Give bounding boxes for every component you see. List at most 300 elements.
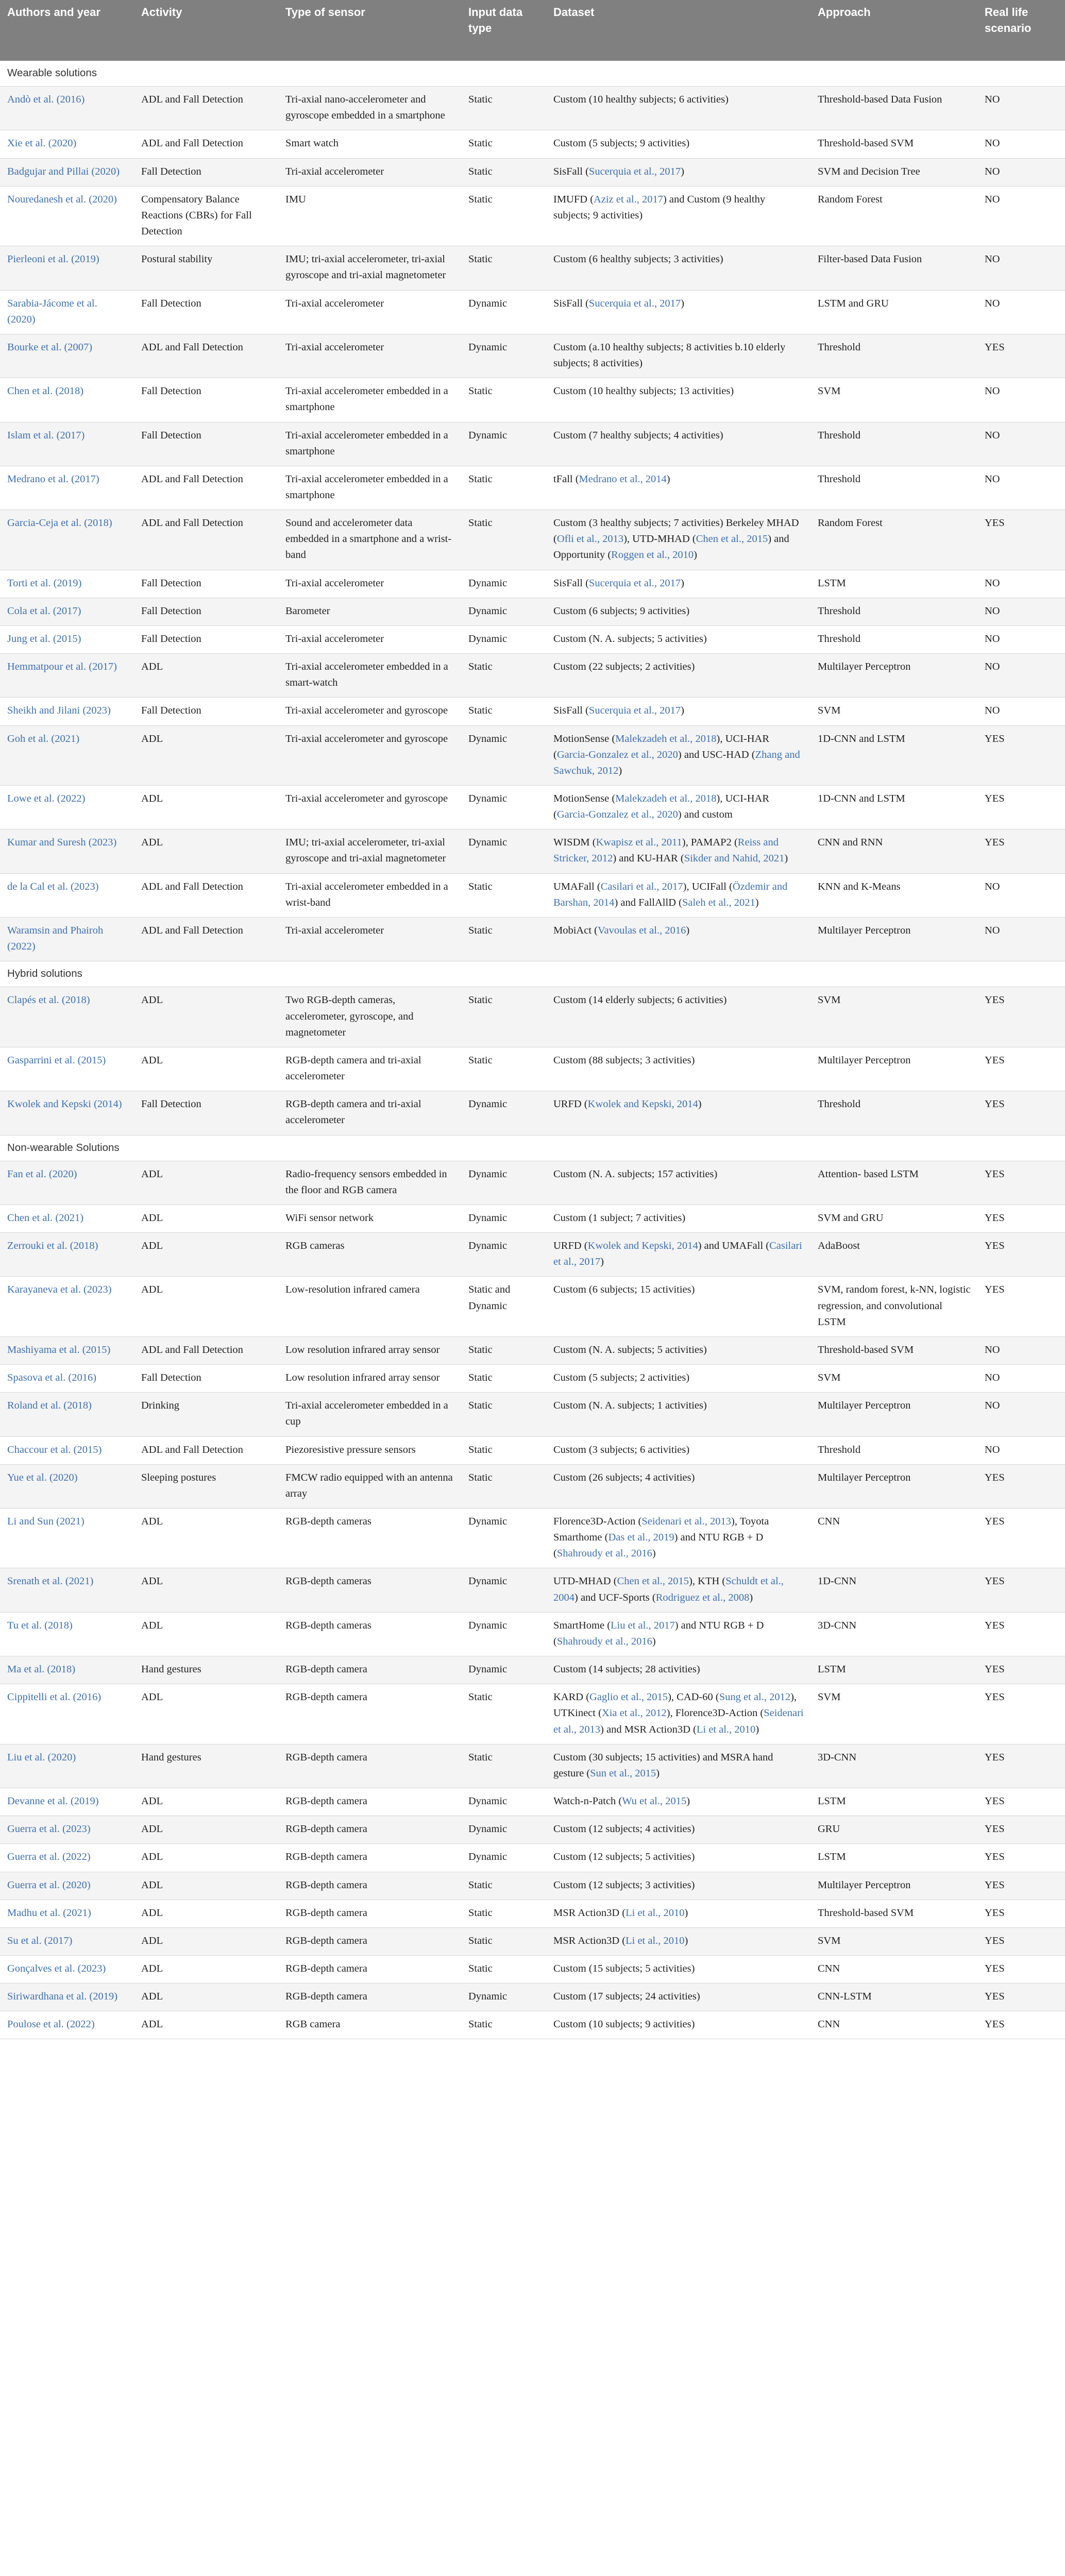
- citation-link[interactable]: Liu et al., 2017: [611, 1619, 675, 1631]
- activity-cell: ADL and Fall Detection: [134, 466, 278, 510]
- author-cell[interactable]: Hemmatpour et al. (2017): [0, 654, 134, 698]
- dataset-cell: [546, 1684, 810, 1744]
- table-row: [0, 1955, 1065, 1983]
- table-row: [0, 1205, 1065, 1232]
- sensor-cell: RGB-depth camera: [278, 1900, 461, 1927]
- dataset-text: KARD (: [553, 1691, 590, 1703]
- author-cell[interactable]: Chen et al. (2018): [0, 378, 134, 422]
- author-cell[interactable]: Jung et al. (2015): [0, 625, 134, 653]
- table-row: [0, 570, 1065, 598]
- citation-link[interactable]: Sucerquia et al., 2017: [588, 297, 681, 309]
- table-row: [0, 1684, 1065, 1744]
- approach-cell: Multilayer Perceptron: [810, 1464, 977, 1508]
- table-row: [0, 1091, 1065, 1135]
- author-cell[interactable]: Spasova et al. (2016): [0, 1365, 134, 1393]
- citation-link[interactable]: Saleh et al., 2021: [682, 896, 755, 908]
- author-cell[interactable]: Sarabia-Jácome et al. (2020): [0, 290, 134, 334]
- approach-cell: LSTM: [810, 1788, 977, 1816]
- citation-link[interactable]: Sucerquia et al., 2017: [588, 705, 681, 717]
- real-life-cell: NO: [977, 625, 1065, 653]
- dataset-text: SisFall (: [553, 297, 589, 309]
- citation-link[interactable]: Seidenari et al., 2013: [641, 1516, 731, 1527]
- dataset-text: Custom (6 subjects; 15 activities): [553, 1284, 695, 1296]
- input-type-cell: Static: [461, 1047, 546, 1091]
- dataset-text: Custom (17 subjects; 24 activities): [553, 1991, 700, 2003]
- dataset-cell: [546, 1365, 810, 1393]
- author-cell[interactable]: Devanne et al. (2019): [0, 1788, 134, 1816]
- table-row: [0, 598, 1065, 625]
- citation-link[interactable]: Garcia-Gonzalez et al., 2020: [556, 749, 678, 760]
- author-cell[interactable]: Islam et al. (2017): [0, 422, 134, 466]
- author-cell[interactable]: Mashiyama et al. (2015): [0, 1336, 134, 1364]
- dataset-text: Custom (12 subjects; 5 activities): [553, 1851, 695, 1863]
- author-cell[interactable]: Torti et al. (2019): [0, 570, 134, 598]
- dataset-cell: [546, 698, 810, 725]
- citation-link[interactable]: Zhang and Sawchuk, 2012: [553, 749, 800, 776]
- real-life-cell: YES: [977, 1927, 1065, 1955]
- citation-link[interactable]: Wu et al., 2015: [622, 1795, 687, 1807]
- activity-cell: ADL: [134, 1205, 278, 1232]
- approach-cell: CNN-LSTM: [810, 1984, 977, 2011]
- activity-cell: ADL: [134, 786, 278, 829]
- input-type-cell: Static: [461, 1684, 546, 1744]
- dataset-text: ), CAD-60 (: [668, 1691, 719, 1703]
- dataset-text: UTD-MHAD (: [553, 1575, 617, 1587]
- input-type-cell: Dynamic: [461, 570, 546, 598]
- sensor-cell: RGB-depth camera and tri-axial accelerometer: [278, 1047, 461, 1091]
- input-type-cell: Static: [461, 1927, 546, 1955]
- input-type-cell: Static: [461, 158, 546, 186]
- approach-cell: Attention- based LSTM: [810, 1161, 977, 1205]
- real-life-cell: YES: [977, 1656, 1065, 1684]
- table-row: [0, 1872, 1065, 1900]
- dataset-text: ) and custom: [678, 809, 733, 821]
- input-type-cell: Static: [461, 1436, 546, 1464]
- citation-link[interactable]: Özdemir and Barshan, 2014: [553, 880, 788, 908]
- approach-cell: Threshold: [810, 466, 977, 510]
- author-cell[interactable]: Tu et al. (2018): [0, 1612, 134, 1656]
- author-cell[interactable]: Lowe et al. (2022): [0, 786, 134, 829]
- dataset-text: ): [684, 1935, 688, 1946]
- dataset-cell: [546, 1844, 810, 1872]
- approach-cell: LSTM: [810, 1656, 977, 1684]
- sensor-cell: RGB-depth camera: [278, 1927, 461, 1955]
- author-cell[interactable]: Ma et al. (2018): [0, 1656, 134, 1684]
- citation-link[interactable]: Li et al., 2010: [626, 1935, 685, 1946]
- citation-link[interactable]: Xia et al., 2012: [601, 1707, 667, 1719]
- real-life-cell: NO: [977, 422, 1065, 466]
- activity-cell: Hand gestures: [134, 1744, 278, 1788]
- citation-link[interactable]: Roggen et al., 2010: [611, 549, 694, 561]
- approach-cell: SVM and Decision Tree: [810, 158, 977, 186]
- sensor-cell: RGB-depth camera: [278, 1656, 461, 1684]
- approach-cell: Threshold: [810, 1091, 977, 1135]
- real-life-cell: YES: [977, 1233, 1065, 1277]
- table-row: [0, 1816, 1065, 1844]
- author-cell[interactable]: Nouredanesh et al. (2020): [0, 186, 134, 246]
- citation-link[interactable]: Li et al., 2010: [626, 1907, 685, 1919]
- activity-cell: Fall Detection: [134, 290, 278, 334]
- activity-cell: ADL: [134, 1984, 278, 2011]
- approach-cell: SVM: [810, 698, 977, 725]
- input-type-cell: Dynamic: [461, 598, 546, 625]
- real-life-cell: YES: [977, 1205, 1065, 1232]
- approach-cell: Filter-based Data Fusion: [810, 246, 977, 290]
- author-cell[interactable]: Andò et al. (2016): [0, 87, 134, 130]
- author-cell[interactable]: Zerrouki et al. (2018): [0, 1233, 134, 1277]
- section-title: Wearable solutions: [0, 61, 1065, 87]
- dataset-text: ): [681, 705, 684, 717]
- activity-cell: ADL: [134, 1509, 278, 1568]
- author-cell[interactable]: Clapés et al. (2018): [0, 987, 134, 1047]
- dataset-cell: [546, 87, 810, 130]
- author-cell[interactable]: Sheikh and Jilani (2023): [0, 698, 134, 725]
- table-row: [0, 917, 1065, 961]
- citation-link[interactable]: Li et al., 2010: [696, 1723, 756, 1735]
- dataset-cell: [546, 422, 810, 466]
- dataset-cell: [546, 829, 810, 873]
- citation-link[interactable]: Gaglio et al., 2015: [589, 1691, 668, 1703]
- header-sensor: Type of sensor: [278, 0, 461, 61]
- approach-cell: LSTM: [810, 570, 977, 598]
- sensor-cell: Tri-axial accelerometer: [278, 917, 461, 961]
- author-cell[interactable]: Kumar and Suresh (2023): [0, 829, 134, 873]
- dataset-cell: [546, 130, 810, 158]
- dataset-text: ): [694, 549, 697, 561]
- author-cell[interactable]: Pierleoni et al. (2019): [0, 246, 134, 290]
- activity-cell: ADL and Fall Detection: [134, 510, 278, 570]
- author-cell[interactable]: Madhu et al. (2021): [0, 1900, 134, 1927]
- header-activity: Activity: [134, 0, 278, 61]
- table-row: [0, 1233, 1065, 1277]
- activity-cell: ADL and Fall Detection: [134, 334, 278, 378]
- author-cell[interactable]: Siriwardhana et al. (2019): [0, 1984, 134, 2011]
- citation-link[interactable]: Chen et al., 2015: [696, 533, 768, 545]
- citation-link[interactable]: Malekzadeh et al., 2018: [615, 733, 717, 744]
- author-cell[interactable]: Cippitelli et al. (2016): [0, 1684, 134, 1744]
- real-life-cell: NO: [977, 654, 1065, 698]
- sensor-cell: Tri-axial accelerometer: [278, 290, 461, 334]
- sensor-cell: Barometer: [278, 598, 461, 625]
- citation-link[interactable]: Shahroudy et al., 2016: [556, 1635, 652, 1647]
- sensor-cell: RGB-depth cameras: [278, 1568, 461, 1612]
- approach-cell: CNN: [810, 1509, 977, 1568]
- real-life-cell: YES: [977, 2011, 1065, 2039]
- citation-link[interactable]: Kwapisz et al., 2011: [596, 837, 682, 849]
- table-row: [0, 1464, 1065, 1508]
- sensor-cell: Tri-axial accelerometer embedded in a smartphone: [278, 466, 461, 510]
- citation-link[interactable]: Rodriguez et al., 2008: [655, 1591, 750, 1603]
- approach-cell: CNN: [810, 1955, 977, 1983]
- activity-cell: ADL: [134, 1277, 278, 1336]
- dataset-cell: [546, 917, 810, 961]
- citation-link[interactable]: Schuldt et al., 2004: [553, 1575, 784, 1603]
- author-cell[interactable]: Poulose et al. (2022): [0, 2011, 134, 2039]
- dataset-cell: [546, 786, 810, 829]
- dataset-text: ): [652, 1635, 656, 1647]
- input-type-cell: Dynamic: [461, 422, 546, 466]
- activity-cell: ADL: [134, 2011, 278, 2039]
- dataset-text: Custom (N. A. subjects; 5 activities): [553, 633, 707, 645]
- input-type-cell: Static: [461, 1900, 546, 1927]
- dataset-cell: [546, 1927, 810, 1955]
- dataset-text: MotionSense (: [553, 733, 616, 744]
- dataset-text: ): [686, 924, 690, 936]
- sensor-cell: IMU; tri-axial accelerometer, tri-axial gyroscope and tri-axial magnetometer: [278, 246, 461, 290]
- dataset-text: ): [600, 1256, 604, 1268]
- activity-cell: ADL: [134, 1900, 278, 1927]
- header-input: Input data type: [461, 0, 546, 61]
- author-cell[interactable]: Gasparrini et al. (2015): [0, 1047, 134, 1091]
- real-life-cell: YES: [977, 1509, 1065, 1568]
- dataset-text: MSR Action3D (: [553, 1907, 626, 1919]
- activity-cell: ADL and Fall Detection: [134, 917, 278, 961]
- real-life-cell: YES: [977, 1816, 1065, 1844]
- dataset-cell: [546, 1091, 810, 1135]
- author-cell[interactable]: Garcia-Ceja et al. (2018): [0, 510, 134, 570]
- real-life-cell: YES: [977, 1955, 1065, 1983]
- input-type-cell: Dynamic: [461, 1788, 546, 1816]
- author-cell[interactable]: Srenath et al. (2021): [0, 1568, 134, 1612]
- table-row: [0, 1509, 1065, 1568]
- dataset-cell: [546, 378, 810, 422]
- author-cell[interactable]: Roland et al. (2018): [0, 1393, 134, 1436]
- approach-cell: CNN: [810, 2011, 977, 2039]
- citation-link[interactable]: Reiss and Stricker, 2012: [553, 837, 779, 865]
- dataset-text: MSR Action3D (: [553, 1935, 626, 1946]
- dataset-text: ): [755, 896, 759, 908]
- activity-cell: ADL: [134, 829, 278, 873]
- dataset-cell: [546, 1788, 810, 1816]
- real-life-cell: NO: [977, 1436, 1065, 1464]
- table-row: [0, 1744, 1065, 1788]
- citation-link[interactable]: Sucerquia et al., 2017: [588, 165, 681, 177]
- dataset-cell: [546, 2011, 810, 2039]
- citation-link[interactable]: Ofli et al., 2013: [556, 533, 624, 545]
- author-cell[interactable]: Waramsin and Phairoh (2022): [0, 917, 134, 961]
- input-type-cell: Static: [461, 1393, 546, 1436]
- author-cell[interactable]: Li and Sun (2021): [0, 1509, 134, 1568]
- citation-link[interactable]: Malekzadeh et al., 2018: [615, 793, 717, 804]
- approach-cell: Multilayer Perceptron: [810, 654, 977, 698]
- table-row: [0, 829, 1065, 873]
- approach-cell: Threshold-based SVM: [810, 1336, 977, 1364]
- dataset-cell: [546, 1436, 810, 1464]
- activity-cell: Fall Detection: [134, 158, 278, 186]
- activity-cell: ADL: [134, 1872, 278, 1900]
- author-cell[interactable]: Cola et al. (2017): [0, 598, 134, 625]
- dataset-cell: [546, 466, 810, 510]
- real-life-cell: NO: [977, 917, 1065, 961]
- input-type-cell: Dynamic: [461, 290, 546, 334]
- citation-link[interactable]: Sucerquia et al., 2017: [588, 577, 681, 589]
- dataset-text: Custom (10 healthy subjects; 6 activities): [553, 94, 729, 106]
- author-cell[interactable]: Fan et al. (2020): [0, 1161, 134, 1205]
- citation-link[interactable]: Chen et al., 2015: [617, 1575, 689, 1587]
- dataset-cell: [546, 186, 810, 246]
- approach-cell: Random Forest: [810, 186, 977, 246]
- dataset-text: Custom (14 subjects; 28 activities): [553, 1664, 700, 1675]
- dataset-cell: [546, 570, 810, 598]
- author-cell[interactable]: Kwolek and Kepski (2014): [0, 1091, 134, 1135]
- table-row: [0, 1277, 1065, 1336]
- activity-cell: ADL: [134, 1788, 278, 1816]
- real-life-cell: NO: [977, 378, 1065, 422]
- sensor-cell: Tri-axial accelerometer embedded in a smartphone: [278, 378, 461, 422]
- approach-cell: SVM: [810, 987, 977, 1047]
- citation-link[interactable]: Medrano et al., 2014: [579, 473, 667, 485]
- dataset-text: UMAFall (: [553, 880, 601, 892]
- citation-link[interactable]: Seidenari et al., 2013: [553, 1707, 804, 1735]
- dataset-text: ), UTD-MHAD (: [623, 533, 696, 545]
- table-row: [0, 1365, 1065, 1393]
- sensor-cell: RGB-depth camera: [278, 1684, 461, 1744]
- dataset-text: ) and Opportunity (: [553, 533, 789, 561]
- table-row: [0, 1900, 1065, 1927]
- sensor-cell: RGB-depth camera: [278, 1955, 461, 1983]
- approach-cell: LSTM: [810, 1844, 977, 1872]
- table-row: [0, 1047, 1065, 1091]
- activity-cell: Fall Detection: [134, 625, 278, 653]
- real-life-cell: YES: [977, 829, 1065, 873]
- author-cell[interactable]: Chen et al. (2021): [0, 1205, 134, 1232]
- input-type-cell: Dynamic: [461, 725, 546, 785]
- approach-cell: Threshold: [810, 422, 977, 466]
- author-cell[interactable]: Xie et al. (2020): [0, 130, 134, 158]
- dataset-text: ), UTKinect (: [553, 1691, 797, 1719]
- approach-cell: SVM: [810, 1684, 977, 1744]
- author-cell[interactable]: Guerra et al. (2022): [0, 1844, 134, 1872]
- author-cell[interactable]: Liu et al. (2020): [0, 1744, 134, 1788]
- section-row: [0, 61, 1065, 87]
- citation-link[interactable]: Casilari et al., 2017: [600, 880, 683, 892]
- dataset-text: ): [684, 1907, 688, 1919]
- author-cell[interactable]: de la Cal et al. (2023): [0, 873, 134, 917]
- approach-cell: 3D-CNN: [810, 1612, 977, 1656]
- dataset-text: Custom (a.10 healthy subjects; 8 activities b.10 elderly subjects; 8 activities): [553, 341, 786, 369]
- author-cell[interactable]: Guerra et al. (2023): [0, 1816, 134, 1844]
- dataset-text: SisFall (: [553, 165, 589, 177]
- dataset-cell: [546, 725, 810, 785]
- dataset-cell: [546, 1816, 810, 1844]
- citation-link[interactable]: Casilari et al., 2017: [553, 1240, 802, 1268]
- real-life-cell: YES: [977, 1161, 1065, 1205]
- input-type-cell: Dynamic: [461, 334, 546, 378]
- sensor-cell: Tri-axial accelerometer: [278, 158, 461, 186]
- real-life-cell: NO: [977, 570, 1065, 598]
- approach-cell: SVM: [810, 378, 977, 422]
- table-row: [0, 1788, 1065, 1816]
- input-type-cell: Static: [461, 1744, 546, 1788]
- input-type-cell: Dynamic: [461, 1816, 546, 1844]
- dataset-cell: [546, 1872, 810, 1900]
- real-life-cell: YES: [977, 987, 1065, 1047]
- activity-cell: Drinking: [134, 1393, 278, 1436]
- citation-link[interactable]: Das et al., 2019: [608, 1532, 674, 1544]
- author-cell[interactable]: Guerra et al. (2020): [0, 1872, 134, 1900]
- table-header-row: [0, 0, 1065, 61]
- approach-cell: SVM, random forest, k-NN, logistic regression, and convolutional LSTM: [810, 1277, 977, 1336]
- input-type-cell: Static: [461, 987, 546, 1047]
- author-cell[interactable]: Bourke et al. (2007): [0, 334, 134, 378]
- activity-cell: ADL: [134, 987, 278, 1047]
- activity-cell: Fall Detection: [134, 698, 278, 725]
- citation-link[interactable]: Sikder and Nahid, 2021: [684, 853, 785, 865]
- author-cell[interactable]: Gonçalves et al. (2023): [0, 1955, 134, 1983]
- sensor-cell: RGB-depth cameras: [278, 1612, 461, 1656]
- citation-link[interactable]: Vavoulas et al., 2016: [597, 924, 686, 936]
- input-type-cell: Static: [461, 246, 546, 290]
- citation-link[interactable]: Aziz et al., 2017: [594, 193, 663, 205]
- approach-cell: KNN and K-Means: [810, 873, 977, 917]
- citation-link[interactable]: Kwolek and Kepski, 2014: [587, 1098, 698, 1110]
- approach-cell: CNN and RNN: [810, 829, 977, 873]
- author-cell[interactable]: Yue et al. (2020): [0, 1464, 134, 1508]
- dataset-text: ), UCIFall (: [683, 880, 733, 892]
- table-row: [0, 625, 1065, 653]
- citation-link[interactable]: Sun et al., 2015: [590, 1767, 656, 1779]
- author-cell[interactable]: Goh et al. (2021): [0, 725, 134, 785]
- activity-cell: Compensatory Balance Reactions (CBRs) for Fall Detection: [134, 186, 278, 246]
- activity-cell: Fall Detection: [134, 1365, 278, 1393]
- citation-link[interactable]: Shahroudy et al., 2016: [556, 1548, 652, 1560]
- dataset-text: Custom (5 subjects; 2 activities): [553, 1372, 690, 1384]
- dataset-cell: [546, 1277, 810, 1336]
- dataset-text: ) and USC-HAD (: [678, 749, 755, 760]
- real-life-cell: YES: [977, 1277, 1065, 1336]
- citation-link[interactable]: Kwolek and Kepski, 2014: [587, 1240, 698, 1252]
- activity-cell: ADL and Fall Detection: [134, 1436, 278, 1464]
- author-cell[interactable]: Karayaneva et al. (2023): [0, 1277, 134, 1336]
- input-type-cell: Dynamic: [461, 1612, 546, 1656]
- input-type-cell: Static: [461, 2011, 546, 2039]
- citation-link[interactable]: Sung et al., 2012: [719, 1691, 791, 1703]
- sensor-cell: Tri-axial accelerometer embedded in a cup: [278, 1393, 461, 1436]
- activity-cell: ADL: [134, 1927, 278, 1955]
- dataset-text: Custom (3 healthy subjects; 7 activities) Berkeley MHAD (: [553, 517, 799, 545]
- author-cell[interactable]: Medrano et al. (2017): [0, 466, 134, 510]
- activity-cell: ADL: [134, 1612, 278, 1656]
- activity-cell: Fall Detection: [134, 1091, 278, 1135]
- dataset-text: ) and NTU RGB + D (: [553, 1619, 764, 1647]
- author-cell[interactable]: Chaccour et al. (2015): [0, 1436, 134, 1464]
- sensor-cell: RGB-depth camera: [278, 1844, 461, 1872]
- real-life-cell: YES: [977, 1844, 1065, 1872]
- dataset-text: Custom (88 subjects; 3 activities): [553, 1054, 695, 1066]
- citation-link[interactable]: Garcia-Gonzalez et al., 2020: [556, 809, 678, 821]
- author-cell[interactable]: Badgujar and Pillai (2020): [0, 158, 134, 186]
- sensor-cell: Two RGB-depth cameras, accelerometer, gyroscope, and magnetometer: [278, 987, 461, 1047]
- input-type-cell: Dynamic: [461, 1568, 546, 1612]
- sensor-cell: Tri-axial accelerometer: [278, 625, 461, 653]
- activity-cell: ADL: [134, 1233, 278, 1277]
- real-life-cell: YES: [977, 334, 1065, 378]
- sensor-cell: Tri-axial accelerometer and gyroscope: [278, 725, 461, 785]
- table-row: [0, 186, 1065, 246]
- sensor-cell: FMCW radio equipped with an antenna array: [278, 1464, 461, 1508]
- approach-cell: SVM: [810, 1927, 977, 1955]
- table-row: [0, 1393, 1065, 1436]
- input-type-cell: Dynamic: [461, 1984, 546, 2011]
- author-cell[interactable]: Su et al. (2017): [0, 1927, 134, 1955]
- input-type-cell: Dynamic: [461, 1509, 546, 1568]
- dataset-cell: [546, 290, 810, 334]
- real-life-cell: NO: [977, 466, 1065, 510]
- dataset-text: Custom (30 subjects; 15 activities) and MSRA hand gesture (: [553, 1751, 773, 1779]
- table-row: [0, 1612, 1065, 1656]
- real-life-cell: YES: [977, 1047, 1065, 1091]
- dataset-cell: [546, 1568, 810, 1612]
